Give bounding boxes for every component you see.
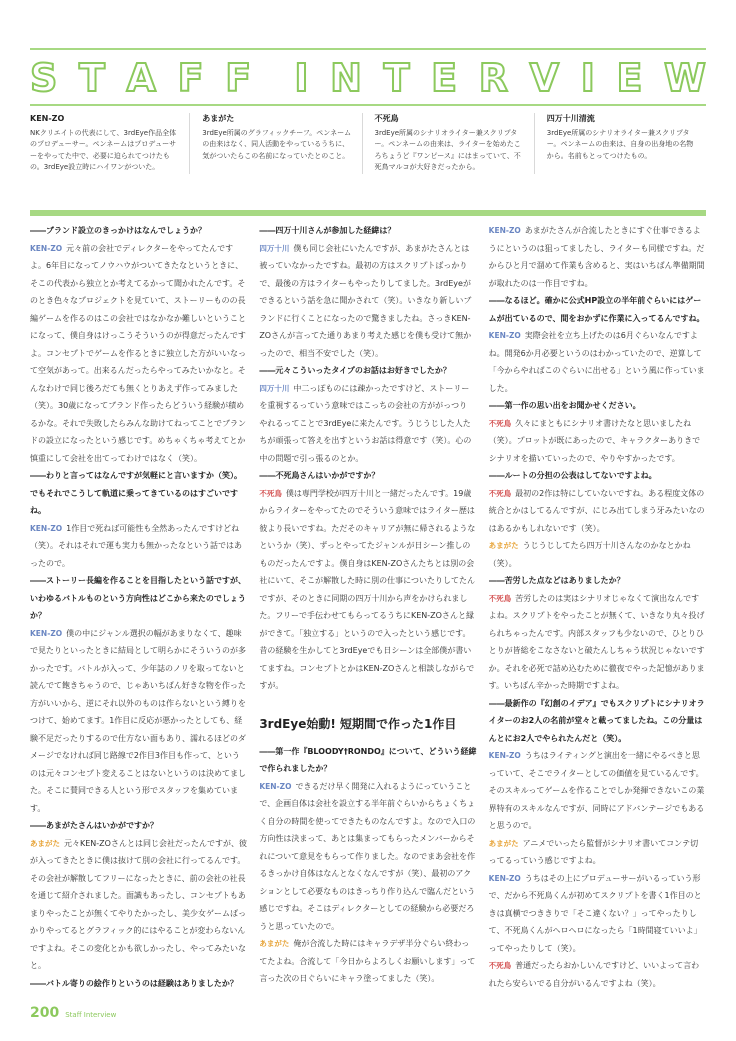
- interview-question: ――わりと言ってはなんですが気軽にと言いますか（笑）。でもそれでこうして軌道に乗ってきているのはすごいですね。: [30, 471, 242, 515]
- interview-answer: [489, 485, 706, 538]
- title-letter: E: [431, 56, 458, 100]
- speaker-name: KEN-ZO: [488, 331, 521, 340]
- interview-question: ――第一作の思い出をお聞かせください。: [488, 401, 641, 410]
- title-letter: S: [30, 56, 58, 100]
- speaker-name: KEN-ZO: [30, 523, 63, 533]
- speaker-name: KEN-ZO: [30, 243, 63, 253]
- staff-description: NKクリエイトの代表にして、3rdEye作品全体のプロデューサー。ペンネームはプロデューサーをやってた中で、必要に迫られてつけたもの。3rdEye設立時にハイワンがついた。: [30, 128, 177, 171]
- header-rule-top: [30, 48, 706, 50]
- interview-answer: [30, 240, 247, 468]
- interview-answer: [259, 935, 476, 988]
- speaker-name: あまがた: [488, 838, 519, 848]
- speaker-name: あまがた: [488, 541, 519, 550]
- staff-profile: [547, 113, 706, 174]
- interview-answer: [489, 870, 706, 958]
- staff-description: 3rdEye所属のグラフィックチーフ。ペンネームの由来はなく、同人活動をやっているうちに、気がついたらこの名前になっていたとのこと。: [202, 128, 352, 160]
- interview-question: ――あまがたさんはいかがですか？: [30, 821, 158, 830]
- answer-text: 元々前の会社でディレクターをやってたんですよ。6年目になってノウハウがついてきたなというときに、そこの代表から独立とか考えてるかって聞かれたんです。そのとき色々なプロジェクトを見ていて、ストーリーものの長編ゲームを作るのはこの会社ではなかなか難しいということになって、僕自身はけっこうそういうのが得意だったんですよ。コンセプトでゲームを作るときに独立した方がいいなって空気があって。出来るんだったらやってみたいかなと。そんなわけで同じ後ろだても無くとりあえず作ってみました（笑）。30歳になってブランド作ったらどういう経験が積めるかな。それで失敗したらみんな助けてねってことでブランドの設立になったという感じです。めちゃくちゃ考えてとか慎重にして会社を出てってわけではなく（笑）。: [30, 243, 246, 463]
- interview-answer: [489, 590, 706, 695]
- page-title: [30, 56, 706, 100]
- interview-column-2: [259, 222, 476, 989]
- interview-answer: [259, 778, 476, 936]
- interview-question: ――バトル寄りの絵作りというのは経験はありましたか？: [30, 978, 238, 988]
- staff-profile: [202, 113, 362, 174]
- page-footer: [30, 1005, 116, 1021]
- interview-question: ――不死鳥さんはいかがですか？: [259, 471, 380, 480]
- title-letter: T: [79, 56, 105, 100]
- interview-answer: [489, 327, 706, 397]
- section-heading: 3rdEye始動! 短期間で作った1作目: [259, 716, 457, 731]
- answer-text: 元々KEN-ZOさんとは同じ会社だったんですが、彼が入ってきたときに僕は抜けて別の会社に行ってるんです。その会社が解散してフリーになったときに、前の会社の社長を通じて紹介されました。面識もあったし、コンセプトもあまりやったことが無くてやりたかったし、美少女ゲームばっかりやってるとグラフィック的にはやることが変わらないんですよね。そこの変化とかも欲しかったし、やってみたいなと。: [30, 838, 247, 970]
- staff-name: KEN-ZO: [30, 114, 65, 123]
- answer-text: 俺が合流した時にはキャラデザ半分ぐらい終わってたよね。合流して「今日からよろしくお願いします」って言った次の日ぐらいにキャラ塗ってました（笑）。: [259, 939, 476, 983]
- interview-question: ――四万十川さんが参加した経緯は？: [259, 226, 396, 235]
- speaker-name: 四万十川: [259, 383, 290, 393]
- staff-profile: [30, 113, 190, 174]
- title-letter: N: [330, 56, 362, 100]
- interview-column-3: [489, 222, 706, 989]
- speaker-name: KEN-ZO: [30, 628, 63, 638]
- speaker-name: 不死鳥: [488, 961, 512, 970]
- answer-text: 最初の2作は特にしていないですね。ある程度文体の統合とかはしてるんですが、にじみ出てしまう牙みたいなのはあるかもしれないです（笑）。: [488, 488, 705, 533]
- interview-question: ――なるほど。確かに公式HP設立の半年前ぐらいにはゲームが出ているので、間をおかずに作業に入ってるんですね。: [488, 296, 705, 323]
- title-letter: V: [529, 56, 560, 100]
- speaker-name: 不死鳥: [488, 593, 512, 603]
- interview-question: ――元々こういったタイプのお話はお好きでしたか？: [259, 366, 451, 375]
- answer-text: 普通だったらおかしいんですけど、いいよって言われたら安らいでる自分がいるんですよね（笑）。: [488, 961, 700, 988]
- answer-text: できるだけ早く開発に入れるようにっていうことで、企画自体は会社を設立する半年前ぐらいからちょくちょく自分の時間を使ってできたものなんですよ。なので入口の方向性は決まって、あとは集まってもらったメンバーからそれについて意見をもらって作りました。なのでまあ会社を作るきっかけ自体はなんとなくなんですが（笑）、最初のアクションとして必要なものはきっちり作り込んで臨んだという感じですね。そこはディレクターとしての経験から必要だろうと思っていたので。: [259, 781, 476, 931]
- staff-description: 3rdEye所属のシナリオライター兼スクリプター。ペンネームの由来は、ライターを始めたころちょうど『ワンピース』にはまっていて、不死鳥マルコが大好きだったから。: [374, 128, 521, 171]
- interview-question: ――苦労した点などはありましたか？: [488, 576, 625, 585]
- answer-text: 僕は専門学校が四万十川と一緒だったんです。19歳からライターをやってたのでそういう意味ではライター歴は彼より長いですね。ただそのキャリアが無に帰されるようなというか（笑）、ずっとやってたジャンルが日シーン推しのものだったんですよ。僕自身はKEN-ZOさんたちとは別の会社にいて、そこが解散した時に別の仕事についたりしてたんですが、そのときに同期の四万十川から声をかけられました。フリーで手伝わせてもらってるうちにKEN-ZOさんと縁ができて。「独立する」というので入ったという感じです。昔の経験を生かしてと3rdEyeでも日シーンは全部僕が書いてますね。コンセプトとかはKEN-ZOさんと相談しながらですが。: [259, 488, 476, 690]
- answer-text: 1作目で死ねば可能性も全然あったんですけどね（笑）。それはそれで運も実力も無かったなという話ではあったので。: [30, 523, 242, 568]
- interview-answer: [259, 380, 476, 468]
- interview-answer: [489, 537, 706, 572]
- title-letter: F: [177, 56, 204, 100]
- speaker-name: KEN-ZO: [488, 226, 521, 235]
- staff-description: 3rdEye所属のシナリオライター兼スクリプター。ペンネームの由来は、自身の出身地の名物から。名前もとってつけたもの。: [546, 128, 694, 160]
- staff-name: 不死鳥: [374, 114, 399, 123]
- speaker-name: 不死鳥: [259, 488, 282, 498]
- speaker-name: 不死鳥: [488, 488, 512, 498]
- section-divider: [30, 210, 706, 216]
- answer-text: 中二っぽものには疎かったですけど、ストーリーを重視するっていう意味ではこっちの会社の方ががっつり やれるってことで3rdEyeに来たんです。うじうじした人たちが頑張って答えを出すというお話は得意です（笑）。心の中の問題で引っ張るのとか。: [259, 383, 472, 463]
- interview-question: ――最新作の『幻創のイデア』でもスクリプトにシナリオライターのお2人の名前が堂々と載ってましたね。この分量はんとにお2人でやられたんだと（笑）。: [488, 698, 705, 743]
- interview-question: ――ブランド設立のきっかけはなんでしょうか？: [30, 226, 206, 235]
- footer-label: Staff Interview: [65, 1011, 117, 1019]
- interview-answer: [489, 747, 706, 835]
- title-letter: I: [580, 56, 595, 100]
- title-letter: A: [126, 56, 156, 100]
- answer-text: あまがたさんが合流したときにすぐ仕事できるようにというのは狙ってましたし、ライターも同様ですね。だからひと月で溜めて作業も含めると、実はいちばん準備期間が取れたのは一作目ですね。: [488, 226, 705, 288]
- title-letter: W: [664, 56, 706, 100]
- interview-answer: [259, 485, 476, 695]
- interview-question: ――ルートの分担の公表はしてないですよね。: [488, 471, 657, 480]
- speaker-name: あまがた: [259, 939, 290, 948]
- page-number: 200: [30, 1005, 60, 1021]
- speaker-name: KEN-ZO: [488, 751, 521, 760]
- title-letter: T: [383, 56, 410, 100]
- interview-answer: [259, 240, 476, 363]
- answer-text: うちはその上にプロデューサーがいるっていう形で、だから不死鳥くんが初めてスクリプトを書く1作目のときは真横でつききりで「そこ違くない？」ってやったりして、不死鳥くんがヘロヘロになったら「1時間寝ていいよ」ってやったりして（笑）。: [488, 873, 702, 953]
- answer-text: 僕も同じ会社にいたんですが、あまがたさんとは被っていなかったですね。最初の方はスクリプトばっかりで、最後の方はライターもやったりしてました。3rdEyeができるという話を急に聞かされて（笑）。いきなり新しいブランドに行くことになったので驚きましたね。さっきKEN-ZOさんが言ってた通りあまり考えた感じを僕も受けて無かったので、相当不安でした（笑）。: [259, 243, 472, 358]
- staff-name: あまがた: [202, 114, 235, 123]
- speaker-name: あまがた: [30, 838, 60, 848]
- answer-text: 実際会社を立ち上げたのは6月ぐらいなんですよね。開発6か月必要というのはわかっていたので、逆算して「今からやればこのぐらいに出せる」という風に作っていました。: [488, 331, 705, 393]
- title-letter: F: [225, 56, 252, 100]
- staff-profile: [375, 113, 535, 174]
- staff-name: 四万十川清流: [546, 114, 595, 123]
- title-letter: E: [616, 56, 643, 100]
- interview-question: ――ストーリー長編を作ることを目指したという話ですが、いわゆるバトルものという方向性はどこから来たのでしょうか？: [30, 576, 246, 620]
- answer-text: 苦労したのは実はシナリオじゃなくて演出なんですよね。スクリプトをやったことが無くて、いきなり丸々投げられちゃったんです。内部スタッフも少ないので、ひとりひとりが皆総をこなさないと破たんしちゃう状況じゃないですか。それを必死で詰め込むために徹夜でやった記憶があります。いちばん辛かった時期ですよね。: [488, 593, 705, 690]
- interview-answer: [489, 415, 706, 468]
- answer-text: アニメでいったら監督がシナリオ書いてコンテ切ってるっていう感じですよね。: [488, 838, 699, 865]
- interview-answer: [489, 222, 706, 292]
- interview-answer: [30, 625, 247, 818]
- interview-answer: [30, 835, 247, 975]
- answer-text: 久々にまともにシナリオ書けたなと思いましたね（笑）。プロットが既にあったので、キャラクターありきでシナリオを描いていったので、やりやすかったです。: [488, 418, 701, 463]
- title-letter: I: [294, 56, 309, 100]
- answer-text: うちはライティングと演出を一緒にやるべきと思っていて、そこでライターとしての価値を見ているんです。そのスキルってゲームを作ることでしか発揮できないこの業界特有のスキルなんですが、同時にアドバンテージでもあると思うので。: [488, 751, 705, 830]
- answer-text: うじうじしてたら四万十川さんなのかなとかね（笑）。: [488, 541, 691, 568]
- interview-column-1: [30, 222, 247, 989]
- header-rule-bottom: [30, 104, 706, 106]
- answer-text: 僕の中にジャンル選択の幅があまりなくて、趣味で見たりといったときに結局として明らかにそういうのが多かったです。バトルが入って、少年誌のノリを取ってないと読んでて飽きちゃうので、じゃあいちばん好きな物を作った方がいいから、逆にそれ以外のものは作らないという縛りをつけて、始めてます。1作目に反応が悪かったとしても、経験不足だったりするので仕方ない面もあり、濡れるほどのダメージでなければ同じ路線で2作目3作目も作って、というのは元々コンセプト変えることはないというのは決めてました。そこに賛同できる人という形でスタッフを集めています。: [30, 628, 246, 813]
- interview-answer: [489, 957, 706, 989]
- interview-body: [30, 222, 706, 989]
- title-letter: R: [478, 56, 509, 100]
- interview-answer: [30, 520, 247, 573]
- speaker-name: 不死鳥: [488, 418, 512, 428]
- speaker-name: KEN-ZO: [259, 781, 292, 791]
- speaker-name: KEN-ZO: [488, 873, 521, 883]
- interview-question: ――第一作『BLOODY†RONDO』について、どういう経緯で作られましたか？: [259, 746, 477, 773]
- speaker-name: 四万十川: [259, 243, 290, 253]
- interview-answer: [489, 835, 706, 870]
- staff-profiles: [30, 113, 706, 174]
